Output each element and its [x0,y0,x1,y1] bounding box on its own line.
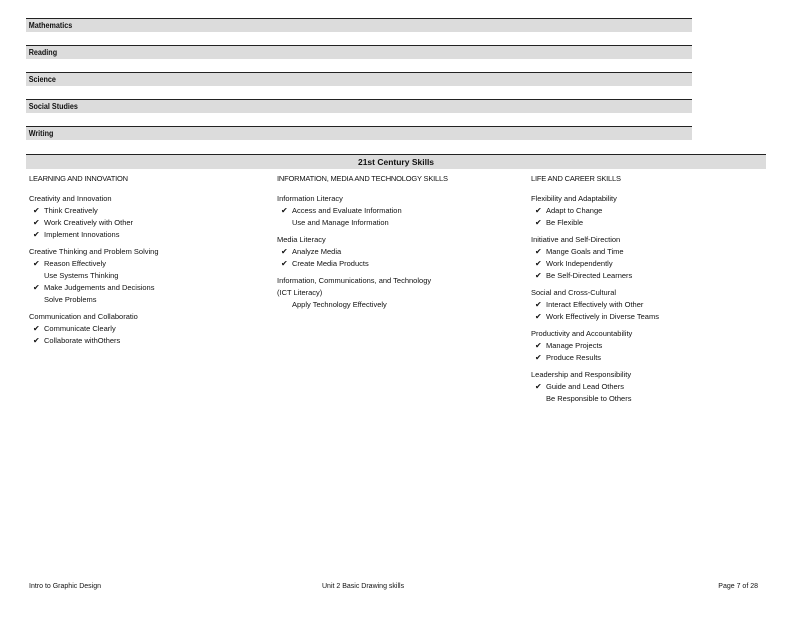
skill-group [531,287,766,323]
skill-item-label: Create Media Products [292,259,369,268]
skill-item-label: Use and Manage Information [292,218,389,227]
skill-item [531,352,766,364]
checkmark-icon: ✔ [33,230,40,239]
skill-group [29,311,259,347]
skill-group [29,193,259,241]
skill-group-title: Information, Communications, and Technology (ICT Literacy) [277,276,432,297]
skill-item [531,217,766,229]
checkmark-icon: ✔ [33,336,40,345]
skill-item [277,258,507,270]
skill-item [29,217,259,229]
checkmark-icon: ✔ [535,247,542,256]
checkmark-icon: ✔ [535,259,542,268]
skill-item-label: Guide and Lead Others [546,382,624,391]
column-heading: INFORMATION, MEDIA AND TECHNOLOGY SKILLS [277,174,448,183]
skill-group [531,234,766,282]
skill-group-title: Creativity and Innovation [29,194,112,203]
skill-item [531,246,766,258]
skill-item [29,258,259,270]
skill-item [531,299,766,311]
skill-item-label: Interact Effectively with Other [546,300,644,309]
subject-science: Science [26,72,692,86]
skill-group-title: Media Literacy [277,235,326,244]
skill-item-label: Adapt to Change [546,206,603,215]
skill-group-title: Leadership and Responsibility [531,370,632,379]
checkmark-icon: ✔ [535,271,542,280]
skill-item-label: Work Effectively in Diverse Teams [546,312,659,321]
skill-group [277,275,507,311]
skill-item [277,246,507,258]
skill-group [531,193,766,229]
column-information-media-technology [277,173,507,316]
skill-group-title: Initiative and Self-Direction [531,235,621,244]
skill-group-title: Creative Thinking and Problem Solving [29,247,159,256]
subject-writing: Writing [26,126,692,140]
skills-title: 21st Century Skills [26,154,766,169]
column-heading: LIFE AND CAREER SKILLS [531,174,621,183]
skill-item-label: Collaborate withOthers [44,336,121,345]
skill-item-label: Analyze Media [292,247,342,256]
skill-item-label: Work Independently [546,259,613,268]
skill-group-title: Communication and Collaboratio [29,312,138,321]
skill-item [29,270,259,282]
skill-item [531,381,766,393]
column-heading: LEARNING AND INNOVATION [29,174,128,183]
column-learning-innovation [29,173,259,352]
checkmark-icon: ✔ [535,300,542,309]
skill-item-label: Make Judgements and Decisions [44,283,155,292]
skill-group-title: Social and Cross-Cultural [531,288,617,297]
skill-item-label: Manage Projects [546,341,603,350]
subject-social-studies: Social Studies [26,99,692,113]
subject-reading: Reading [26,45,692,59]
skill-item [277,299,507,311]
skill-item [277,205,507,217]
skill-item-label: Be Responsible to Others [546,394,632,403]
skill-group [531,369,766,405]
skill-item [29,335,259,347]
skill-item-label: Apply Technology Effectively [292,300,387,309]
checkmark-icon: ✔ [33,206,40,215]
skill-group-title: Information Literacy [277,194,343,203]
skill-group [277,193,507,229]
skill-group-title: Flexibility and Adaptability [531,194,617,203]
skill-group-title: Productivity and Accountability [531,329,633,338]
skill-item-label: Access and Evaluate Information [292,206,402,215]
checkmark-icon: ✔ [281,259,288,268]
checkmark-icon: ✔ [33,283,40,292]
checkmark-icon: ✔ [281,247,288,256]
checkmark-icon: ✔ [535,312,542,321]
skill-item [531,311,766,323]
skill-group [531,328,766,364]
checkmark-icon: ✔ [33,324,40,333]
skill-item-label: Be Self-Directed Learners [546,271,633,280]
footer-center: Unit 2 Basic Drawing skills [322,583,405,590]
skill-item-label: Think Creatively [44,206,98,215]
checkmark-icon: ✔ [535,341,542,350]
skill-item [531,205,766,217]
skill-group [277,234,507,270]
footer-right: Page 7 of 28 [718,583,758,590]
skill-item [29,323,259,335]
skill-item [531,393,766,405]
skill-item-label: Be Flexible [546,218,584,227]
checkmark-icon: ✔ [281,206,288,215]
skill-item-label: Implement Innovations [44,230,120,239]
skill-group [29,246,259,306]
skill-item-label: Work Creatively with Other [44,218,134,227]
skill-item-label: Use Systems Thinking [44,271,119,280]
checkmark-icon: ✔ [33,218,40,227]
skill-item-label: Solve Problems [44,295,97,304]
checkmark-icon: ✔ [535,218,542,227]
skill-item [29,205,259,217]
checkmark-icon: ✔ [33,259,40,268]
checkmark-icon: ✔ [535,206,542,215]
skill-item [531,340,766,352]
skill-item-label: Communicate Clearly [44,324,116,333]
skill-item-label: Reason Effectively [44,259,106,268]
skill-item-label: Mange Goals and Time [546,247,624,256]
checkmark-icon: ✔ [535,382,542,391]
skill-item [531,270,766,282]
skill-item [277,217,507,229]
skill-item [531,258,766,270]
subject-mathematics: Mathematics [26,18,692,32]
skill-item [29,229,259,241]
column-life-career [531,173,766,410]
skill-item [29,282,259,294]
skill-item [29,294,259,306]
skill-item-label: Produce Results [546,353,602,362]
checkmark-icon: ✔ [535,353,542,362]
footer-left: Intro to Graphic Design [29,583,101,590]
